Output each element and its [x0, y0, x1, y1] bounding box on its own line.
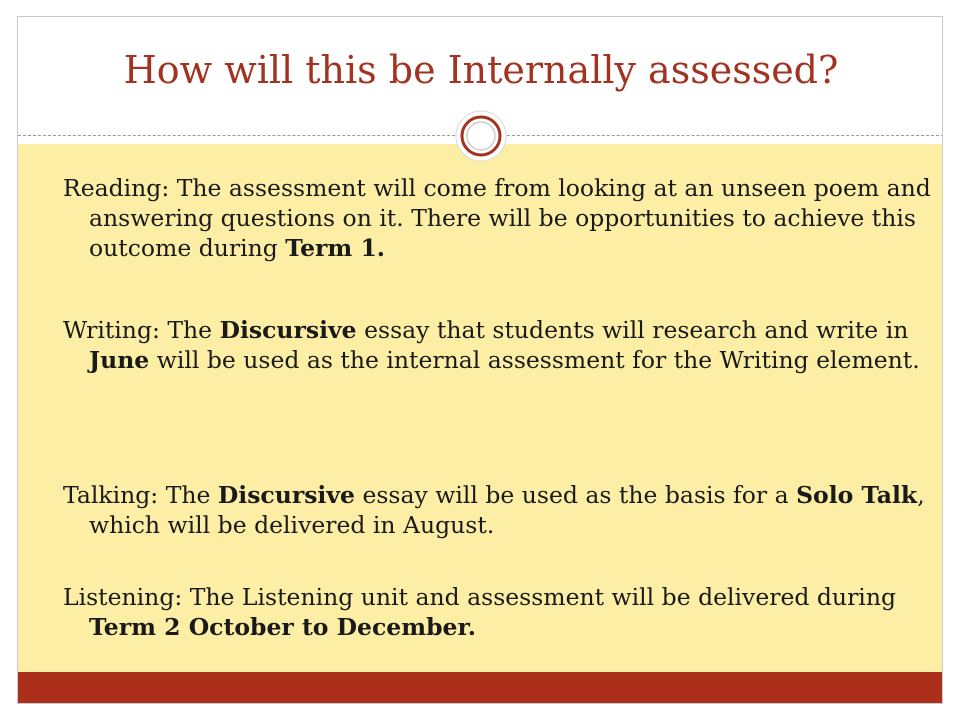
- body-text: essay that students will research and write in: [356, 316, 909, 344]
- body-text: Listening: The Listening unit and assessment will be delivered during: [63, 583, 896, 611]
- emphasis-text: Solo Talk: [796, 481, 918, 509]
- reading-paragraph: [63, 173, 939, 263]
- body-text: will be used as the internal assessment for the Writing element.: [149, 346, 920, 374]
- emphasis-text: Discursive: [219, 316, 357, 344]
- talking-paragraph: [63, 480, 939, 540]
- body-text: essay will be used as the basis for a: [354, 481, 797, 509]
- body-text: Talking: The: [63, 481, 218, 509]
- body-text: Reading: The assessment will come from looking at an unseen poem and answering questions on it. There will be opportunities to achieve this outcome during: [63, 174, 931, 262]
- slide-title: How will this be Internally assessed?: [123, 48, 839, 92]
- emphasis-text: Term 1.: [285, 234, 385, 262]
- emphasis-text: Term 2 October to December.: [89, 613, 476, 641]
- slide: [17, 16, 943, 704]
- emphasis-text: June: [89, 346, 150, 374]
- body-text: Writing: The: [63, 316, 220, 344]
- writing-paragraph: [63, 315, 939, 375]
- body-text: , which will be delivered in August.: [89, 481, 925, 539]
- emphasis-text: Discursive: [217, 481, 355, 509]
- listening-paragraph: [63, 582, 939, 642]
- footer-bar: [18, 672, 943, 704]
- circle-ornament-icon: [455, 110, 507, 162]
